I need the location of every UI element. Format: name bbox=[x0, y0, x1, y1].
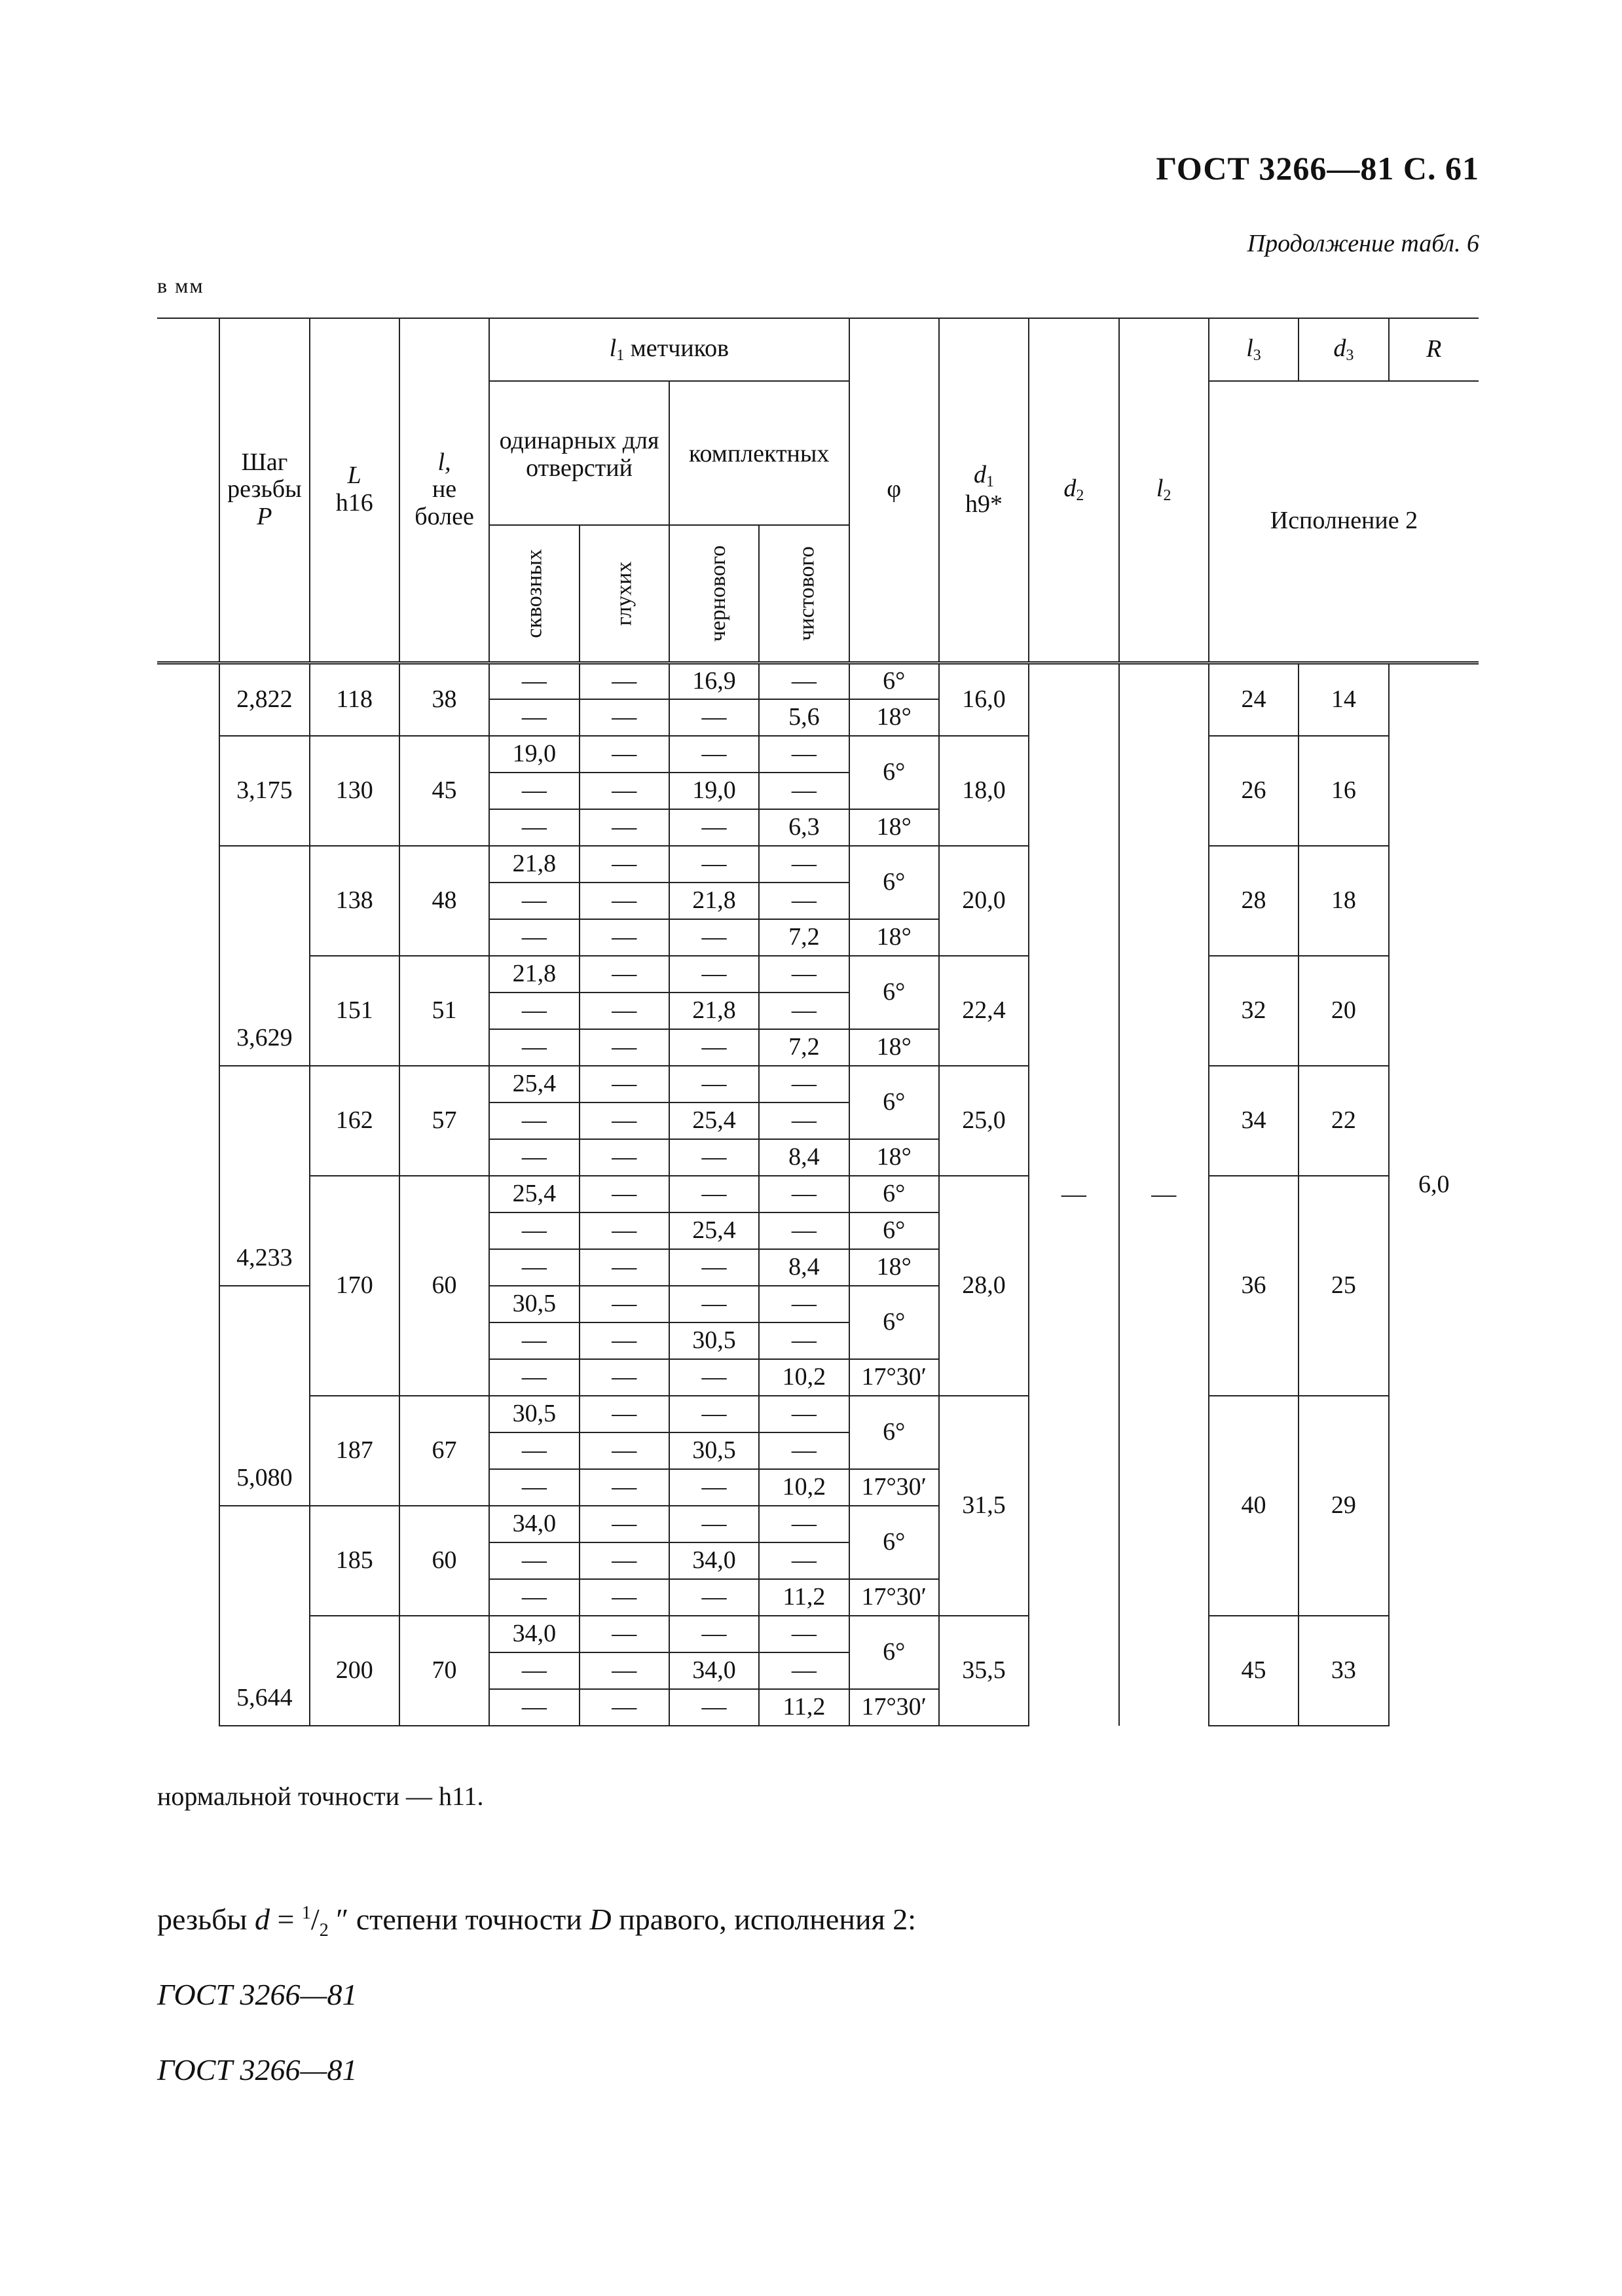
tap-value-cell: — bbox=[669, 1139, 759, 1176]
tap-value-cell: 34,0 bbox=[669, 1542, 759, 1579]
tap-value-cell: — bbox=[669, 1029, 759, 1066]
l-cell: 57 bbox=[399, 1066, 489, 1176]
tap-value-cell: — bbox=[759, 1652, 849, 1689]
tap-value-cell: — bbox=[580, 663, 669, 699]
tap-value-cell: — bbox=[489, 1322, 579, 1359]
phi-cell: 6° bbox=[849, 846, 939, 919]
l-cell: 48 bbox=[399, 846, 489, 956]
table-row bbox=[157, 1396, 1479, 1432]
table-body bbox=[157, 318, 1479, 1726]
col-header-d3: $d_3$ bbox=[1299, 318, 1388, 381]
phi-cell: 18° bbox=[849, 699, 939, 736]
l3-cell: 24 bbox=[1209, 663, 1299, 736]
col-header-through: сквозных bbox=[489, 525, 579, 663]
tap-value-cell: — bbox=[759, 1432, 849, 1469]
tap-value-cell: — bbox=[580, 993, 669, 1029]
step-cell: 4,233 bbox=[219, 1066, 309, 1286]
tap-value-cell: — bbox=[669, 809, 759, 846]
tap-value-cell: — bbox=[669, 1286, 759, 1322]
phi-cell: 6° bbox=[849, 1286, 939, 1359]
tap-value-cell: 7,2 bbox=[759, 1029, 849, 1066]
tap-value-cell: — bbox=[669, 736, 759, 773]
tap-value-cell: 19,0 bbox=[669, 773, 759, 809]
tap-value-cell: 25,4 bbox=[669, 1212, 759, 1249]
tap-value-cell: — bbox=[669, 1469, 759, 1506]
l-cell: 51 bbox=[399, 956, 489, 1066]
L-cell: 130 bbox=[310, 736, 399, 846]
tap-value-cell: — bbox=[489, 809, 579, 846]
blank-header-cell bbox=[157, 318, 219, 663]
l3-cell: 32 bbox=[1209, 956, 1299, 1066]
tap-value-cell: — bbox=[759, 883, 849, 919]
tap-value-cell: — bbox=[759, 1616, 849, 1652]
tap-value-cell: 25,4 bbox=[489, 1176, 579, 1212]
col-header-l1-group: $l_1$ метчиков bbox=[489, 318, 849, 381]
L-cell: 118 bbox=[310, 663, 399, 736]
tap-value-cell: — bbox=[489, 1212, 579, 1249]
phi-cell: 17°30′ bbox=[849, 1469, 939, 1506]
col-header-step: Шаг резьбы P bbox=[219, 318, 309, 663]
step-cell: 5,080 bbox=[219, 1286, 309, 1506]
step-cell: 3,629 bbox=[219, 846, 309, 1066]
thread-taps-table bbox=[157, 318, 1479, 1726]
phi-cell: 18° bbox=[849, 809, 939, 846]
tap-value-cell: — bbox=[669, 1689, 759, 1726]
tap-value-cell: 21,8 bbox=[669, 993, 759, 1029]
table-row bbox=[157, 1066, 1479, 1102]
table-row bbox=[157, 956, 1479, 993]
tap-value-cell: — bbox=[669, 1249, 759, 1286]
tap-value-cell: — bbox=[669, 1359, 759, 1396]
table-continuation-label: Продолжение табл. 6 bbox=[1247, 230, 1479, 257]
tap-value-cell: — bbox=[580, 1652, 669, 1689]
step-cell: 2,822 bbox=[219, 663, 309, 736]
designation-example-1: ГОСТ 3266—81 bbox=[157, 1978, 358, 2011]
tap-value-cell: — bbox=[580, 1212, 669, 1249]
col-header-l2: $l_2$ bbox=[1119, 318, 1209, 663]
tap-value-cell: — bbox=[580, 1176, 669, 1212]
tap-value-cell: — bbox=[759, 993, 849, 1029]
tap-value-cell: — bbox=[580, 1469, 669, 1506]
tap-value-cell: 25,4 bbox=[669, 1102, 759, 1139]
tap-value-cell: — bbox=[580, 919, 669, 956]
L-cell: 162 bbox=[310, 1066, 399, 1176]
tap-value-cell: 8,4 bbox=[759, 1139, 849, 1176]
tap-value-cell: — bbox=[580, 773, 669, 809]
col-header-d1: $d_1$ h9* bbox=[939, 318, 1029, 663]
d3-cell: 16 bbox=[1299, 736, 1388, 846]
phi-cell: 17°30′ bbox=[849, 1579, 939, 1616]
tap-value-cell: — bbox=[489, 699, 579, 736]
table-row bbox=[157, 1176, 1479, 1212]
tap-value-cell: — bbox=[580, 846, 669, 883]
tap-value-cell: — bbox=[669, 919, 759, 956]
tap-value-cell: — bbox=[580, 1506, 669, 1542]
l3-cell: 26 bbox=[1209, 736, 1299, 846]
tap-value-cell: 30,5 bbox=[669, 1322, 759, 1359]
tap-value-cell: — bbox=[759, 736, 849, 773]
tap-value-cell: — bbox=[489, 1432, 579, 1469]
col-header-d2: $d_2$ bbox=[1029, 318, 1118, 663]
tap-value-cell: — bbox=[759, 773, 849, 809]
d2-cell: — bbox=[1029, 663, 1118, 1726]
d1-cell: 20,0 bbox=[939, 846, 1029, 956]
phi-cell: 18° bbox=[849, 1139, 939, 1176]
tap-value-cell: — bbox=[580, 1396, 669, 1432]
tap-value-cell: 5,6 bbox=[759, 699, 849, 736]
tap-value-cell: — bbox=[669, 1506, 759, 1542]
d1-cell: 16,0 bbox=[939, 663, 1029, 736]
tap-value-cell: — bbox=[489, 1029, 579, 1066]
col-header-finish: чистового bbox=[759, 525, 849, 663]
tap-value-cell: 6,3 bbox=[759, 809, 849, 846]
footnote-text: нормальной точности — h11. bbox=[157, 1781, 484, 1811]
tap-value-cell: 30,5 bbox=[489, 1396, 579, 1432]
l-cell: 70 bbox=[399, 1616, 489, 1726]
tap-value-cell: — bbox=[580, 1322, 669, 1359]
d1-cell: 28,0 bbox=[939, 1176, 1029, 1396]
tap-value-cell: — bbox=[759, 956, 849, 993]
tap-value-cell: — bbox=[580, 1359, 669, 1396]
tap-value-cell: 30,5 bbox=[489, 1286, 579, 1322]
tap-value-cell: — bbox=[489, 1359, 579, 1396]
step-cell: 3,175 bbox=[219, 736, 309, 846]
tap-value-cell: — bbox=[489, 1249, 579, 1286]
tap-value-cell: — bbox=[489, 1469, 579, 1506]
tap-value-cell: — bbox=[669, 1066, 759, 1102]
tap-value-cell: 34,0 bbox=[669, 1652, 759, 1689]
tap-value-cell: — bbox=[669, 1396, 759, 1432]
tap-value-cell: — bbox=[759, 1506, 849, 1542]
tap-value-cell: — bbox=[580, 1579, 669, 1616]
col-header-l: l, не более bbox=[399, 318, 489, 663]
tap-value-cell: 21,8 bbox=[489, 846, 579, 883]
tap-value-cell: — bbox=[489, 1689, 579, 1726]
blank-body-cell bbox=[157, 663, 219, 1726]
L-cell: 185 bbox=[310, 1506, 399, 1616]
tap-value-cell: — bbox=[580, 1066, 669, 1102]
tap-value-cell: 19,0 bbox=[489, 736, 579, 773]
phi-cell: 6° bbox=[849, 1176, 939, 1212]
tap-value-cell: — bbox=[580, 1542, 669, 1579]
tap-value-cell: — bbox=[669, 1176, 759, 1212]
L-cell: 170 bbox=[310, 1176, 399, 1396]
col-header-l3: $l_3$ bbox=[1209, 318, 1299, 381]
tap-value-cell: — bbox=[489, 1579, 579, 1616]
tap-value-cell: — bbox=[669, 1616, 759, 1652]
phi-cell: 6° bbox=[849, 1506, 939, 1579]
tap-value-cell: — bbox=[580, 736, 669, 773]
tap-value-cell: — bbox=[759, 846, 849, 883]
tap-value-cell: 16,9 bbox=[669, 663, 759, 699]
tap-value-cell: — bbox=[580, 1286, 669, 1322]
phi-cell: 6° bbox=[849, 956, 939, 1029]
R-cell: 6,0 bbox=[1389, 663, 1479, 1726]
tap-value-cell: 8,4 bbox=[759, 1249, 849, 1286]
d1-cell: 35,5 bbox=[939, 1616, 1029, 1726]
phi-cell: 17°30′ bbox=[849, 1359, 939, 1396]
tap-value-cell: — bbox=[489, 1542, 579, 1579]
tap-value-cell: — bbox=[759, 1322, 849, 1359]
tap-value-cell: 34,0 bbox=[489, 1506, 579, 1542]
tap-value-cell: — bbox=[580, 1432, 669, 1469]
tap-value-cell: — bbox=[669, 1579, 759, 1616]
designation-example-2: ГОСТ 3266—81 bbox=[157, 2053, 358, 2086]
phi-cell: 18° bbox=[849, 1029, 939, 1066]
d3-cell: 25 bbox=[1299, 1176, 1388, 1396]
l3-cell: 36 bbox=[1209, 1176, 1299, 1396]
table-row bbox=[157, 663, 1479, 699]
tap-value-cell: — bbox=[489, 883, 579, 919]
l3-cell: 34 bbox=[1209, 1066, 1299, 1176]
l3-cell: 28 bbox=[1209, 846, 1299, 956]
table-row bbox=[157, 1616, 1479, 1652]
phi-cell: 18° bbox=[849, 1249, 939, 1286]
tap-value-cell: — bbox=[759, 1542, 849, 1579]
tap-value-cell: — bbox=[759, 1176, 849, 1212]
d1-cell: 31,5 bbox=[939, 1396, 1029, 1616]
phi-cell: 18° bbox=[849, 919, 939, 956]
tap-value-cell: — bbox=[580, 1102, 669, 1139]
L-cell: 187 bbox=[310, 1396, 399, 1506]
tap-value-cell: — bbox=[489, 663, 579, 699]
tap-value-cell: 7,2 bbox=[759, 919, 849, 956]
l-cell: 60 bbox=[399, 1176, 489, 1396]
table-row bbox=[157, 736, 1479, 773]
tap-value-cell: — bbox=[759, 1286, 849, 1322]
tap-value-cell: — bbox=[489, 919, 579, 956]
tap-value-cell: — bbox=[580, 956, 669, 993]
l-cell: 67 bbox=[399, 1396, 489, 1506]
d1-cell: 18,0 bbox=[939, 736, 1029, 846]
tap-value-cell: — bbox=[669, 956, 759, 993]
d1-cell: 22,4 bbox=[939, 956, 1029, 1066]
page-header: ГОСТ 3266—81 С. 61 bbox=[1156, 150, 1479, 187]
tap-value-cell: 21,8 bbox=[489, 956, 579, 993]
tap-value-cell: — bbox=[669, 846, 759, 883]
d3-cell: 22 bbox=[1299, 1066, 1388, 1176]
phi-cell: 6° bbox=[849, 736, 939, 809]
d3-cell: 29 bbox=[1299, 1396, 1388, 1616]
col-header-phi: φ bbox=[849, 318, 939, 663]
d1-cell: 25,0 bbox=[939, 1066, 1029, 1176]
tap-value-cell: — bbox=[580, 1139, 669, 1176]
l2-cell: — bbox=[1119, 663, 1209, 1726]
designation-intro: резьбы $d = ^1/_2$ ″ степени точности D правого, исполнения 2: bbox=[157, 1903, 917, 1941]
phi-cell: 6° bbox=[849, 1396, 939, 1469]
tap-value-cell: — bbox=[580, 883, 669, 919]
d3-cell: 20 bbox=[1299, 956, 1388, 1066]
tap-value-cell: — bbox=[489, 1139, 579, 1176]
tap-value-cell: 10,2 bbox=[759, 1469, 849, 1506]
phi-cell: 6° bbox=[849, 1066, 939, 1139]
col-header-version: Исполнение 2 bbox=[1209, 381, 1479, 663]
l-cell: 60 bbox=[399, 1506, 489, 1616]
d3-cell: 33 bbox=[1299, 1616, 1388, 1726]
tap-value-cell: — bbox=[489, 1652, 579, 1689]
tap-value-cell: 11,2 bbox=[759, 1579, 849, 1616]
tap-value-cell: — bbox=[489, 773, 579, 809]
phi-cell: 6° bbox=[849, 663, 939, 699]
tap-value-cell: — bbox=[580, 1249, 669, 1286]
d3-cell: 14 bbox=[1299, 663, 1388, 736]
tap-value-cell: — bbox=[489, 993, 579, 1029]
tap-value-cell: — bbox=[580, 1689, 669, 1726]
L-cell: 200 bbox=[310, 1616, 399, 1726]
units-label: в мм bbox=[157, 274, 204, 297]
l-cell: 38 bbox=[399, 663, 489, 736]
tap-value-cell: 21,8 bbox=[669, 883, 759, 919]
tap-value-cell: 25,4 bbox=[489, 1066, 579, 1102]
phi-cell: 6° bbox=[849, 1212, 939, 1249]
tap-value-cell: 11,2 bbox=[759, 1689, 849, 1726]
tap-value-cell: — bbox=[759, 663, 849, 699]
step-cell: 5,644 bbox=[219, 1506, 309, 1726]
tap-value-cell: 30,5 bbox=[669, 1432, 759, 1469]
l3-cell: 45 bbox=[1209, 1616, 1299, 1726]
d3-cell: 18 bbox=[1299, 846, 1388, 956]
tap-value-cell: — bbox=[580, 809, 669, 846]
table-row bbox=[157, 846, 1479, 883]
col-header-R: R bbox=[1389, 318, 1479, 381]
tap-value-cell: 34,0 bbox=[489, 1616, 579, 1652]
L-cell: 151 bbox=[310, 956, 399, 1066]
tap-value-cell: — bbox=[669, 699, 759, 736]
col-header-L: L h16 bbox=[310, 318, 399, 663]
col-header-set: комплектных bbox=[669, 381, 849, 525]
col-header-single: одинарных для отверстий bbox=[489, 381, 669, 525]
tap-value-cell: — bbox=[759, 1102, 849, 1139]
tap-value-cell: — bbox=[580, 1029, 669, 1066]
phi-cell: 6° bbox=[849, 1616, 939, 1689]
phi-cell: 17°30′ bbox=[849, 1689, 939, 1726]
tap-value-cell: — bbox=[580, 699, 669, 736]
col-header-rough: чернового bbox=[669, 525, 759, 663]
col-header-blind: глухих bbox=[580, 525, 669, 663]
l-cell: 45 bbox=[399, 736, 489, 846]
tap-value-cell: 10,2 bbox=[759, 1359, 849, 1396]
tap-value-cell: — bbox=[580, 1616, 669, 1652]
tap-value-cell: — bbox=[759, 1212, 849, 1249]
L-cell: 138 bbox=[310, 846, 399, 956]
tap-value-cell: — bbox=[759, 1066, 849, 1102]
l3-cell: 40 bbox=[1209, 1396, 1299, 1616]
tap-value-cell: — bbox=[759, 1396, 849, 1432]
tap-value-cell: — bbox=[489, 1102, 579, 1139]
